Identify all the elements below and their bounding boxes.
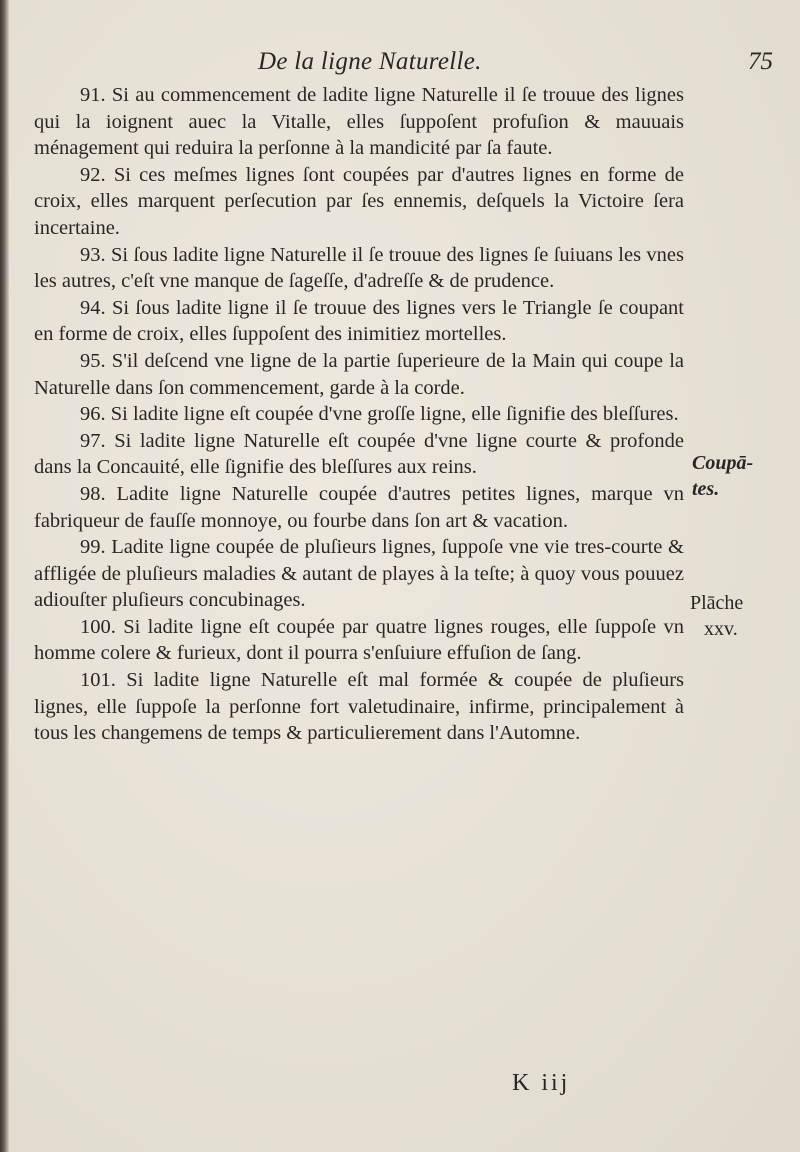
paragraph-96: 96. Si ladite ligne eſt coupée d'vne groſſe ligne, elle ſignifie des bleſſures. bbox=[80, 403, 679, 426]
page-header bbox=[0, 46, 800, 82]
paragraph-97: 97. Si ladite ligne Naturelle eſt coupée d'vne ligne courte & profonde dans la Concauité, elle ſignifie des bleſſures aux reins. bbox=[34, 429, 684, 479]
paragraph-101: 101. Si ladite ligne Naturelle eſt mal formée & coupée de pluſieurs lignes, elle ſuppoſe la perſonne fort valetudinaire, infirme, principalement à tous les changemens de temps & particulierement dans l'Automne. bbox=[34, 669, 684, 745]
margin-note-line: xxv. bbox=[704, 618, 738, 640]
paragraph-99: 99. Ladite ligne coupée de pluſieurs lignes, ſuppoſe vne vie tres-courte & affligée de pluſieurs maladies & autant de playes à la teſte; à quoy vous pouuez adiouſter pluſieurs concubinages. bbox=[34, 536, 684, 612]
paragraph-91: 91. Si au commencement de ladite ligne Naturelle il ſe trouue des lignes qui la ioignent auec la Vitalle, elles ſuppoſent profuſion & mauuais ménagement qui reduira la perſonne à la mandicité par ſa faute. bbox=[34, 84, 684, 160]
running-head: De la ligne Naturelle. bbox=[258, 48, 482, 75]
page-number: 75 bbox=[748, 48, 773, 75]
text-body bbox=[34, 82, 684, 747]
signature-mark: K iij bbox=[512, 1070, 571, 1096]
margin-note-coupantes bbox=[692, 450, 753, 502]
page-gutter bbox=[0, 0, 9, 1152]
paragraph-95: 95. S'il deſcend vne ligne de la partie ſuperieure de la Main qui coupe la Naturelle dans ſon commencement, garde à la corde. bbox=[34, 349, 684, 399]
paragraph-100: 100. Si ladite ligne eſt coupée par quatre lignes rouges, elle ſuppoſe vn homme colere & furieux, dont il pourra s'enſuiure effuſion de ſang. bbox=[34, 615, 684, 665]
margin-note-line: tes. bbox=[692, 478, 720, 500]
paragraph-93: 93. Si ſous ladite ligne Naturelle il ſe trouue des lignes ſe ſuiuans les vnes les autres, c'eſt vne manque de ſageſſe, d'adreſſe & de prudence. bbox=[34, 243, 684, 293]
margin-note-line: Plāche bbox=[690, 592, 744, 614]
paragraph-92: 92. Si ces meſmes lignes ſont coupées par d'autres lignes en forme de croix, elles marquent perſecution par ſes ennemis, deſquels la Victoire ſera incertaine. bbox=[34, 163, 684, 239]
paragraph-94: 94. Si ſous ladite ligne il ſe trouue des lignes vers le Triangle ſe coupant en forme de croix, elles ſuppoſent des inimitiez mortelles. bbox=[34, 296, 684, 346]
margin-note-planche bbox=[690, 590, 743, 642]
margin-note-line: Coupā- bbox=[692, 452, 754, 474]
paragraph-98: 98. Ladite ligne Naturelle coupée d'autres petites lignes, marque vn fabriqueur de fauſſe monnoye, ou fourbe dans ſon art & vacation. bbox=[34, 482, 684, 532]
